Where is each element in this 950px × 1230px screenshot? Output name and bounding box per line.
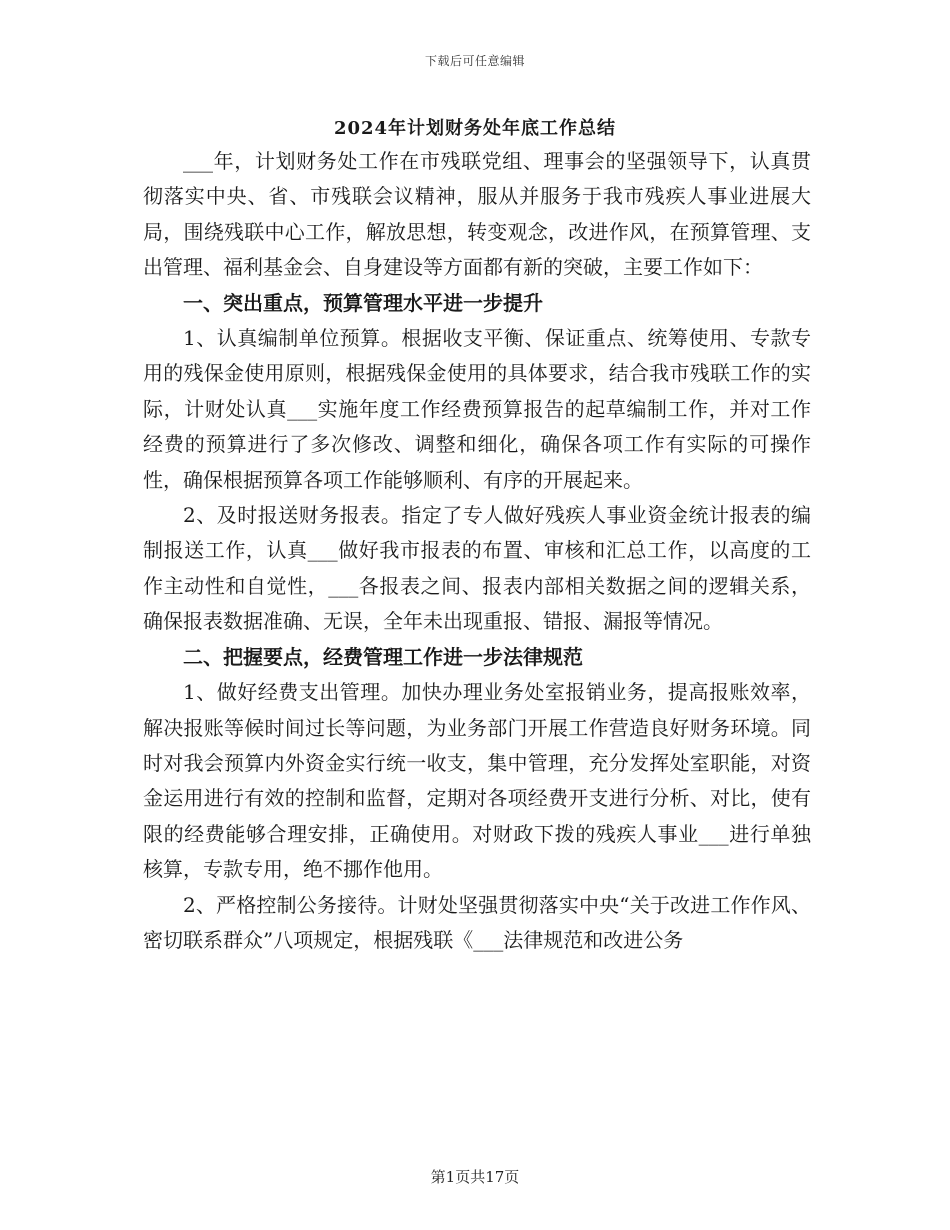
section-2-paragraph-1: 1、做好经费支出管理。加快办理业务处室报销业务，提高报账效率，解决报账等候时间过长等问题，为业务部门开展工作营造良好财务环境。同时对我会预算内外资金实行统一收支，集中管理，充分发挥处室职能，对资金运用进行有效的控制和监督，定期对各项经费开支进行分析、对比，使有限的经费能够合理安排，正确使用。对财政下拨的残疾人事业___进行单独核算，专款专用，绝不挪作他用。 xyxy=(143,680,811,882)
section-1-paragraph-1: 1、认真编制单位预算。根据收支平衡、保证重点、统筹使用、专款专用的残保金使用原则，根据残保金使用的具体要求，结合我市残联工作的实际，计财处认真___实施年度工作经费预算报告的起草编制工作，并对工作经费的预算进行了多次修改、调整和细化，确保各项工作有实际的可操作性，确保根据预算各项工作能够顺利、有序的开展起来。 xyxy=(143,326,811,492)
section-2-heading: 二、把握要点，经费管理工作进一步法律规范 xyxy=(183,644,583,669)
section-2-paragraph-2: 2、严格控制公务接待。计财处坚强贯彻落实中央“关于改进工作作风、密切联系群众”八项规定，根据残联《___法律规范和改进公务 xyxy=(143,892,811,952)
section-1-heading: 一、突出重点，预算管理水平进一步提升 xyxy=(183,290,543,315)
document-body xyxy=(143,144,811,958)
intro-paragraph: ___年，计划财务处工作在市残联党组、理事会的坚强领导下，认真贯彻落实中央、省、市残联会议精神，服从并服务于我市残疾人事业进展大局，围绕残联中心工作，解放思想，转变观念，改进作风，在预算管理、支出管理、福利基金会、自身建设等方面都有新的突破，主要工作如下： xyxy=(143,149,811,280)
page-footer-number: 第1页共17页 xyxy=(430,1168,520,1186)
page-header-note: 下载后可任意编辑 xyxy=(424,54,525,68)
section-1-paragraph-2: 2、及时报送财务报表。指定了专人做好残疾人事业资金统计报表的编制报送工作，认真___做好我市报表的布置、审核和汇总工作，以高度的工作主动性和自觉性，___各报表之间、报表内部相关数据之间的逻辑关系，确保报表数据准确、无误，全年未出现重报、错报、漏报等情况。 xyxy=(143,503,811,634)
document-title: 2024年计划财务处年底工作总结 xyxy=(333,118,617,139)
